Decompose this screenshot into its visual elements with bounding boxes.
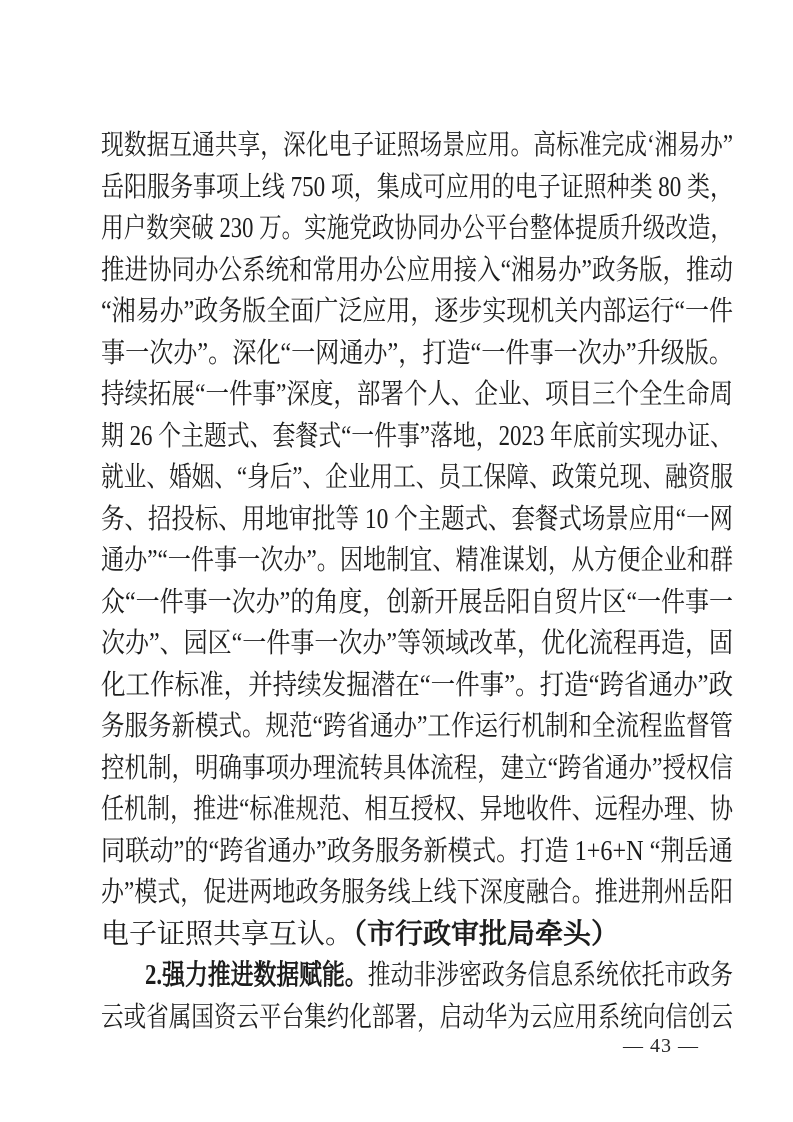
text-line-content: [101, 872, 733, 914]
text-line-content: [101, 831, 733, 873]
text-line: [101, 914, 733, 956]
document-text: [101, 125, 733, 1038]
body-text: 期 26 个主题式、套餐式“一件事”落地，2023 年底前实现办证、: [101, 420, 733, 452]
text-line: [101, 457, 733, 499]
text-line: [101, 997, 733, 1039]
text-line: [101, 748, 733, 790]
text-line-content: [101, 997, 733, 1039]
text-line: [101, 623, 733, 665]
body-text: 持续拓展“一件事”深度，部署个人、企业、项目三个全生命周: [101, 379, 733, 410]
text-line-content: [101, 457, 733, 499]
text-line-content: [101, 748, 733, 790]
text-line: [101, 208, 733, 250]
body-text: 任机制，推进“标准规范、相互授权、异地收件、远程办理、协: [101, 794, 733, 825]
text-line-content: [101, 167, 733, 209]
body-text: 云或省属国资云平台集约化部署，启动华为云应用系统向信创云: [101, 1001, 733, 1033]
body-text: 通办”“一件事一次办”。因地制宜、精准谋划，从方便企业和群: [101, 545, 733, 576]
body-text: 控机制，明确事项办理流转具体流程，建立“跨省通办”授权信: [101, 752, 733, 784]
text-line: [101, 872, 733, 914]
body-text: 务服务新模式。规范“跨省通办”工作运行机制和全流程监督管: [101, 711, 733, 742]
page-number: — 43 —: [623, 1035, 699, 1057]
text-line: [101, 291, 733, 333]
text-line: [101, 665, 733, 707]
body-text: 用户数突破 230 万。实施党政协同办公平台整体提质升级改造，: [101, 213, 733, 244]
text-line: [101, 955, 733, 997]
body-text: 办”模式，促进两地政务服务线上线下深度融合。推进荆州岳阳: [101, 877, 733, 908]
text-line: [101, 250, 733, 292]
text-line: [101, 831, 733, 873]
text-line-content: [101, 665, 733, 707]
body-text: 事一次办”。深化“一网通办”，打造“一件事一次办”升级版。: [101, 337, 733, 369]
text-line-content: [101, 540, 733, 582]
body-text: 岳阳服务事项上线 750 项，集成可应用的电子证照种类 80 类，: [101, 171, 733, 203]
text-line: [101, 706, 733, 748]
body-text: 化工作标准，并持续发掘潜在“一件事”。打造“跨省通办”政: [101, 669, 733, 701]
text-line-content: [101, 333, 733, 375]
text-line-content: [101, 914, 619, 956]
text-line: [101, 540, 733, 582]
text-line-content: [101, 582, 733, 624]
body-text: “湘易办”政务版全面广泛应用，逐步实现机关内部运行“一件: [101, 296, 733, 327]
text-line-content: [101, 499, 733, 541]
body-text: 次办”、园区“一件事一次办”等领域改革，优化流程再造，固: [101, 628, 733, 659]
text-line-content: [101, 125, 733, 167]
text-line: [101, 416, 733, 458]
text-line-content: [101, 374, 733, 416]
emphasis-text: （市行政审批局牵头）: [353, 918, 620, 950]
body-text: 推进协同办公系统和常用办公应用接入“湘易办”政务版，推动: [101, 254, 733, 286]
text-line: [101, 333, 733, 375]
text-line-content: [101, 789, 733, 831]
text-line-content: [101, 250, 733, 292]
text-line-content: [101, 623, 733, 665]
body-text: 众“一件事一次办”的角度，创新开展岳阳自贸片区“一件事一: [101, 586, 733, 618]
text-line-content: [101, 291, 733, 333]
emphasis-text: 2.强力推进数据赋能。: [145, 960, 368, 991]
text-line: [101, 125, 733, 167]
body-text: 现数据互通共享，深化电子证照场景应用。高标准完成‘湘易办”: [101, 130, 733, 161]
text-line: [101, 789, 733, 831]
text-line: [101, 374, 733, 416]
text-line: [101, 582, 733, 624]
text-line: [101, 499, 733, 541]
body-text: 推动非涉密政务信息系统依托市政务: [367, 960, 733, 991]
text-line-content: [101, 416, 733, 458]
body-text: 同联动”的“跨省通办”政务服务新模式。打造 1+6+N “荆岳通: [101, 835, 733, 867]
text-line: [101, 167, 733, 209]
text-line-content: [101, 706, 733, 748]
text-line-content: [101, 208, 733, 250]
body-text: 电子证照共享互认。: [101, 918, 354, 950]
body-text: 就业、婚姻、“身后”、企业用工、员工保障、政策兑现、融资服: [101, 462, 733, 493]
body-text: 务、招投标、用地审批等 10 个主题式、套餐式场景应用“一网: [101, 503, 733, 535]
text-line-content: [145, 955, 733, 997]
